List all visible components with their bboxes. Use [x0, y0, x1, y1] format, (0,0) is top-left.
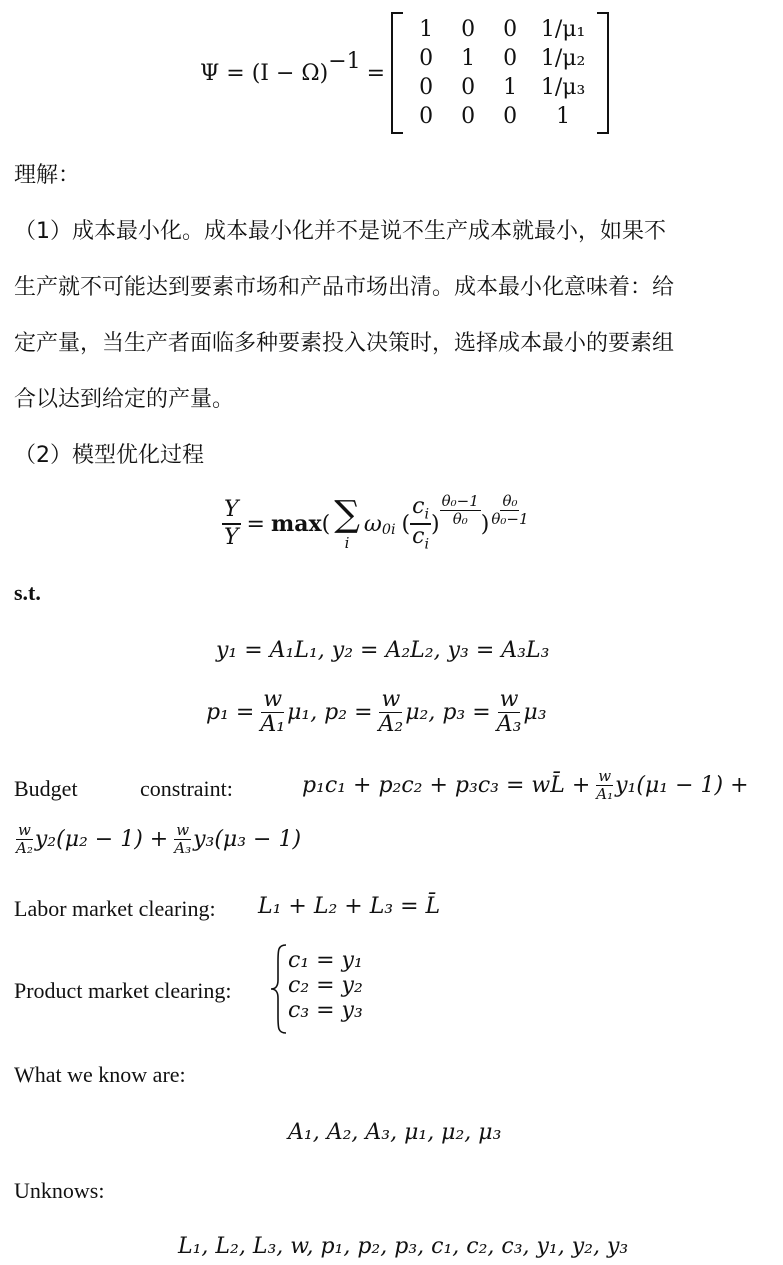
max-operator: max [270, 511, 322, 537]
matrix-cell: 0 [503, 17, 518, 42]
matrix-cell: 1/μ₁ [540, 17, 586, 42]
a3: A₃ [174, 838, 192, 857]
product-label: Product market clearing: [14, 978, 232, 1003]
a2: A₂ [16, 838, 33, 857]
budget-label-2: constraint: [140, 776, 233, 801]
mu2: μ₂ [405, 700, 429, 726]
exp2-numerator: θ₀ [502, 492, 518, 510]
product-row: c₂ = y₂ [288, 973, 363, 998]
matrix-grid [403, 15, 597, 131]
labor-label: Labor market clearing: [14, 896, 216, 921]
exp2-denominator: θ₀−1 [491, 509, 529, 528]
budget-label: Budget [14, 776, 78, 801]
production-equations: y₁ = A₁L₁, y₂ = A₂L₂, y₃ = A₃L₃ [216, 638, 550, 663]
objective-equation [222, 484, 531, 564]
matrix-cell: 1 [461, 46, 476, 71]
matrix-cell: 0 [461, 17, 476, 42]
w: w [381, 687, 401, 712]
omega-subscript: 0i [381, 522, 396, 538]
inner-close-paren: ) [431, 511, 440, 537]
known-list: A₁, A₂, A₃, μ₁, μ₂, μ₃ [288, 1120, 502, 1145]
matrix-equation [200, 12, 609, 134]
matrix-equals: = [366, 60, 386, 86]
product-row: c₃ = y₃ [288, 998, 363, 1023]
matrix-cell: 1 [503, 75, 518, 100]
product-system [288, 948, 363, 1023]
a1: A₁ [596, 784, 614, 803]
w-over-a2-small [14, 822, 35, 856]
outer-exponent [489, 493, 530, 527]
labor-equation: L₁ + L₂ + L₃ = L̄ [258, 894, 441, 919]
inner-exponent [440, 493, 481, 527]
p1-label: p₁ = [206, 700, 255, 726]
matrix-cell: 0 [419, 46, 434, 71]
c-numerator [410, 495, 431, 524]
matrix-cell: 1/μ₂ [540, 46, 586, 71]
matrix-cell: 0 [461, 104, 476, 129]
a2: A₂ [378, 712, 404, 738]
matrix-cell: 0 [419, 104, 434, 129]
a1: A₁ [260, 712, 286, 738]
inner-open-paren: ( [401, 511, 411, 537]
matrix-lhs: Ψ = (I − Ω) [200, 60, 329, 86]
matrix-cell: 1 [419, 17, 434, 42]
y-numerator: Y [224, 497, 239, 523]
matrix-cell: 1/μ₃ [540, 75, 586, 100]
y-ratio [222, 498, 241, 549]
unknown-label: Unknows: [14, 1178, 105, 1203]
matrix-right-bracket [597, 12, 609, 134]
matrix-left-bracket [391, 12, 403, 134]
price-equations [206, 688, 547, 737]
budget-line-2 [14, 822, 301, 856]
omega: ω [363, 511, 382, 537]
paragraph-line: 合以达到给定的产量。 [14, 387, 235, 412]
matrix-cell: 0 [419, 75, 434, 100]
matrix-cell: 0 [503, 104, 518, 129]
matrix-exponent: −1 [328, 48, 361, 74]
c-subscript: i [424, 536, 430, 553]
open-paren: ( [321, 511, 331, 537]
unknown-list: L₁, L₂, L₃, w, p₁, p₂, p₃, c₁, c₂, c₃, y₁, y₂, y₃ [178, 1234, 629, 1259]
budget-lhs: p₁c₁ + p₂c₂ + p₃c₃ = wL̄ + [302, 772, 591, 798]
mu1: μ₁ [287, 700, 311, 726]
sum-symbol: ∑ [334, 494, 360, 535]
sum-block [334, 496, 360, 552]
w: w [176, 821, 190, 839]
w: w [263, 687, 283, 712]
matrix-cell: 0 [461, 75, 476, 100]
mu3: μ₃ [523, 700, 547, 726]
c-denominator [410, 524, 431, 553]
known-label: What we know are: [14, 1062, 186, 1087]
w: w [18, 821, 31, 839]
product-row: c₁ = y₁ [288, 948, 363, 973]
budget-tail: y₁(μ₁ − 1) + [615, 772, 749, 798]
budget-line-2a: y₂(μ₂ − 1) + [34, 826, 169, 852]
section-heading: （2）模型优化过程 [14, 443, 204, 468]
w-over-a1 [258, 688, 287, 737]
w: w [499, 687, 519, 712]
c-ratio [410, 495, 431, 553]
matrix-cell: 1 [556, 104, 571, 129]
understanding-label: 理解： [14, 163, 81, 188]
exp-numerator: θ₀−1 [441, 492, 479, 510]
subject-to-label: s.t. [14, 580, 41, 605]
exp-denominator: θ₀ [452, 509, 468, 528]
paragraph-line: 生产就不可能达到要素市场和产品市场出清。成本最小化意味着：给 [14, 275, 675, 300]
budget-line-2b: y₃(μ₃ − 1) [193, 826, 302, 852]
budget-equation [302, 768, 772, 802]
c-symbol: c [412, 493, 425, 519]
objective-equals: = [246, 511, 265, 537]
w-over-a3-small [172, 822, 193, 856]
w-over-a1-small [594, 768, 615, 802]
a3: A₃ [496, 712, 522, 738]
sum-index: i [344, 534, 350, 552]
w: w [598, 767, 612, 785]
p3-label: , p₃ = [428, 700, 491, 726]
matrix-cell: 0 [503, 46, 518, 71]
w-over-a3 [495, 688, 524, 737]
paragraph-line: （1）成本最小化。成本最小化并不是说不生产成本就最小，如果不 [14, 219, 666, 244]
c-subscript: i [424, 506, 430, 523]
w-over-a2 [377, 688, 406, 737]
c-symbol: c [412, 524, 425, 549]
paragraph-line: 定产量，当生产者面临多种要素投入决策时，选择成本最小的要素组 [14, 331, 675, 356]
p2-label: , p₂ = [310, 700, 373, 726]
y-denominator: Y [224, 524, 239, 550]
close-paren: ) [480, 511, 490, 537]
